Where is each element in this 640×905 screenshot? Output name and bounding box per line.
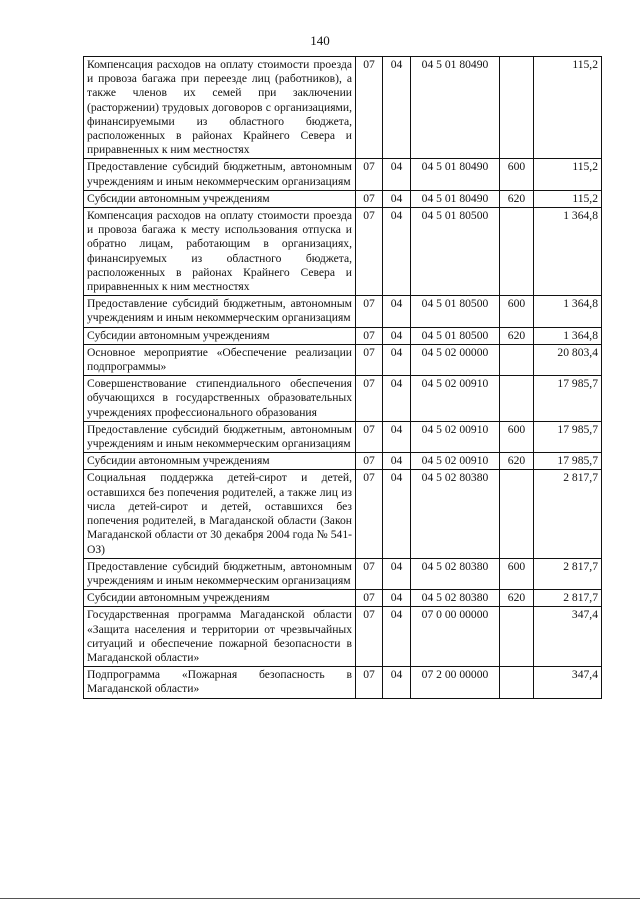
table-row: [84, 190, 602, 207]
table-row: [84, 421, 602, 452]
amount-cell: 2 817,7: [534, 558, 602, 589]
amount-cell: 1 364,8: [534, 327, 602, 344]
table-row: [84, 558, 602, 589]
table-row: [84, 57, 602, 159]
expense-type-cell: [500, 376, 534, 422]
subsection-code-cell: 04: [383, 190, 411, 207]
table-row: [84, 344, 602, 375]
target-article-cell: 04 5 02 80380: [411, 470, 500, 558]
target-article-cell: 04 5 02 00910: [411, 421, 500, 452]
section-code-cell: 07: [356, 453, 383, 470]
row-name-cell: Социальная поддержка детей-сирот и детей, оставшихся без попечения родителей, а также лиц из числа детей-сирот и детей, оставшихся без попечения родителей, в Магаданской области (Закон Магаданской области от 30 декабря 2004 года № 541-ОЗ): [84, 470, 356, 558]
amount-cell: 1 364,8: [534, 296, 602, 327]
expense-type-cell: 600: [500, 296, 534, 327]
section-code-cell: 07: [356, 590, 383, 607]
row-name-cell: Подпрограмма «Пожарная безопасность в Магаданской области»: [84, 667, 356, 698]
amount-cell: 2 817,7: [534, 590, 602, 607]
amount-cell: 17 985,7: [534, 421, 602, 452]
table-row: [84, 590, 602, 607]
target-article-cell: 07 2 00 00000: [411, 667, 500, 698]
subsection-code-cell: 04: [383, 590, 411, 607]
subsection-code-cell: 04: [383, 421, 411, 452]
section-code-cell: 07: [356, 421, 383, 452]
section-code-cell: 07: [356, 296, 383, 327]
row-name-cell: Компенсация расходов на оплату стоимости проезда и провоза багажа к месту использования отпуска и обратно лицам, работающим в организациях, финансируемых из областного бюджета, расположенных в районах Крайнего Севера и приравненных к ним местностях: [84, 208, 356, 296]
subsection-code-cell: 04: [383, 159, 411, 190]
target-article-cell: 04 5 02 00000: [411, 344, 500, 375]
target-article-cell: 04 5 01 80500: [411, 208, 500, 296]
amount-cell: 115,2: [534, 159, 602, 190]
row-name-cell: Предоставление субсидий бюджетным, автономным учреждениям и иным некоммерческим организациям: [84, 558, 356, 589]
table-row: [84, 296, 602, 327]
section-code-cell: 07: [356, 159, 383, 190]
subsection-code-cell: 04: [383, 327, 411, 344]
section-code-cell: 07: [356, 667, 383, 698]
section-code-cell: 07: [356, 558, 383, 589]
row-name-cell: Субсидии автономным учреждениям: [84, 190, 356, 207]
target-article-cell: 04 5 02 80380: [411, 558, 500, 589]
subsection-code-cell: 04: [383, 453, 411, 470]
section-code-cell: 07: [356, 607, 383, 667]
table-row: [84, 470, 602, 558]
amount-cell: 1 364,8: [534, 208, 602, 296]
row-name-cell: Предоставление субсидий бюджетным, автономным учреждениям и иным некоммерческим организациям: [84, 159, 356, 190]
subsection-code-cell: 04: [383, 296, 411, 327]
subsection-code-cell: 04: [383, 470, 411, 558]
expense-type-cell: [500, 344, 534, 375]
table-row: [84, 208, 602, 296]
amount-cell: 347,4: [534, 607, 602, 667]
subsection-code-cell: 04: [383, 344, 411, 375]
subsection-code-cell: 04: [383, 667, 411, 698]
target-article-cell: 04 5 01 80490: [411, 57, 500, 159]
section-code-cell: 07: [356, 344, 383, 375]
subsection-code-cell: 04: [383, 57, 411, 159]
row-name-cell: Субсидии автономным учреждениям: [84, 453, 356, 470]
row-name-cell: Компенсация расходов на оплату стоимости проезда и провоза багажа при переезде лиц (работников), а также членов их семей при заключении (расторжении) трудовых договоров с организациями, финансируемыми из областного бюджета, расположенных в районах Крайнего Севера и приравненных к ним местностях: [84, 57, 356, 159]
section-code-cell: 07: [356, 376, 383, 422]
row-name-cell: Предоставление субсидий бюджетным, автономным учреждениям и иным некоммерческим организациям: [84, 296, 356, 327]
page-number: 140: [310, 33, 330, 48]
amount-cell: 20 803,4: [534, 344, 602, 375]
expense-type-cell: 600: [500, 159, 534, 190]
target-article-cell: 04 5 02 80380: [411, 590, 500, 607]
bottom-rule: [0, 898, 640, 899]
expense-type-cell: 620: [500, 590, 534, 607]
section-code-cell: 07: [356, 470, 383, 558]
amount-cell: 115,2: [534, 57, 602, 159]
target-article-cell: 04 5 01 80490: [411, 190, 500, 207]
row-name-cell: Субсидии автономным учреждениям: [84, 590, 356, 607]
expense-type-cell: [500, 607, 534, 667]
section-code-cell: 07: [356, 57, 383, 159]
budget-table: [83, 56, 602, 699]
target-article-cell: 07 0 00 00000: [411, 607, 500, 667]
row-name-cell: Совершенствование стипендиального обеспечения обучающихся в государственных образовательных учреждениях профессионального образования: [84, 376, 356, 422]
row-name-cell: Основное мероприятие «Обеспечение реализации подпрограммы»: [84, 344, 356, 375]
expense-type-cell: 620: [500, 453, 534, 470]
table-row: [84, 667, 602, 698]
section-code-cell: 07: [356, 327, 383, 344]
expense-type-cell: [500, 667, 534, 698]
table-row: [84, 376, 602, 422]
target-article-cell: 04 5 01 80500: [411, 327, 500, 344]
row-name-cell: Государственная программа Магаданской области «Защита населения и территории от чрезвычайных ситуаций и обеспечение пожарной безопасности в Магаданской области»: [84, 607, 356, 667]
target-article-cell: 04 5 01 80490: [411, 159, 500, 190]
subsection-code-cell: 04: [383, 376, 411, 422]
budget-table-body: [84, 57, 602, 699]
expense-type-cell: 600: [500, 558, 534, 589]
expense-type-cell: 600: [500, 421, 534, 452]
section-code-cell: 07: [356, 208, 383, 296]
subsection-code-cell: 04: [383, 208, 411, 296]
table-row: [84, 159, 602, 190]
expense-type-cell: [500, 470, 534, 558]
expense-type-cell: [500, 57, 534, 159]
amount-cell: 115,2: [534, 190, 602, 207]
amount-cell: 2 817,7: [534, 470, 602, 558]
target-article-cell: 04 5 02 00910: [411, 376, 500, 422]
target-article-cell: 04 5 02 00910: [411, 453, 500, 470]
table-row: [84, 327, 602, 344]
amount-cell: 17 985,7: [534, 453, 602, 470]
subsection-code-cell: 04: [383, 558, 411, 589]
amount-cell: 17 985,7: [534, 376, 602, 422]
target-article-cell: 04 5 01 80500: [411, 296, 500, 327]
expense-type-cell: 620: [500, 190, 534, 207]
table-row: [84, 453, 602, 470]
row-name-cell: Субсидии автономным учреждениям: [84, 327, 356, 344]
section-code-cell: 07: [356, 190, 383, 207]
row-name-cell: Предоставление субсидий бюджетным, автономным учреждениям и иным некоммерческим организациям: [84, 421, 356, 452]
expense-type-cell: 620: [500, 327, 534, 344]
amount-cell: 347,4: [534, 667, 602, 698]
expense-type-cell: [500, 208, 534, 296]
subsection-code-cell: 04: [383, 607, 411, 667]
table-row: [84, 607, 602, 667]
